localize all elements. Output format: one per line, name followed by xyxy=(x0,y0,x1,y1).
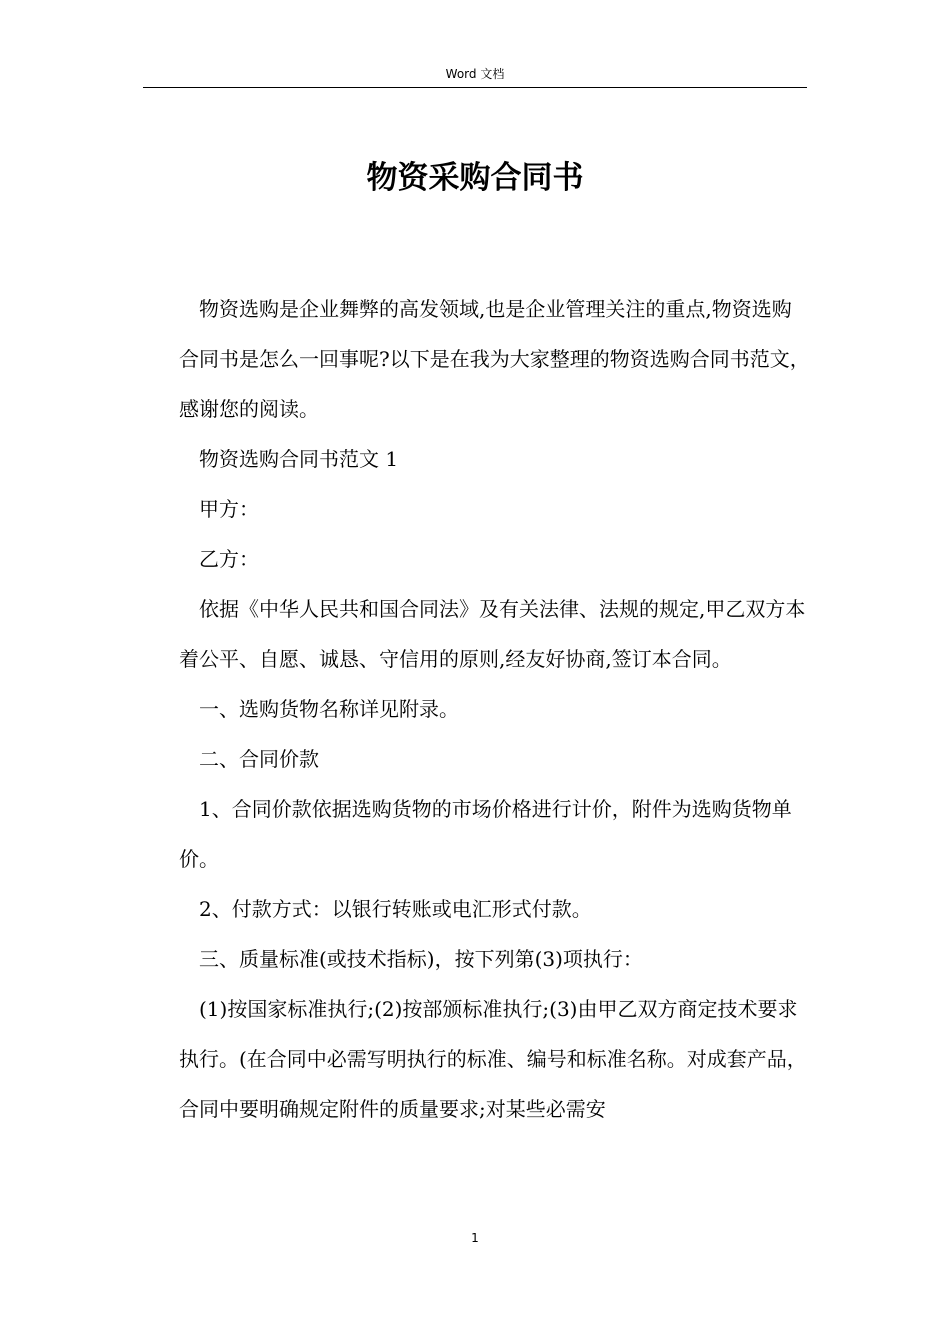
header-divider xyxy=(143,87,807,88)
document-body xyxy=(179,284,811,1134)
paragraph-clause-2-1: 1、合同价款依据选购货物的市场价格进行计价，附件为选购货物单价。 xyxy=(179,797,792,871)
page-header: Word 文档 xyxy=(445,67,505,81)
paragraph-clause-3-options: (1)按国家标准执行;(2)按部颁标准执行;(3)由甲乙双方商定技术要求执行。(在合同中必需写明执行的标准、编号和标准名称。对成套产品，合同中要明确规定附件的质量要求;对某些必需安 xyxy=(179,997,807,1121)
paragraph-party-b: 乙方： xyxy=(199,547,259,571)
paragraph-section-3: 三、质量标准(或技术指标)，按下列第(3)项执行： xyxy=(199,947,643,971)
page-number: 1 xyxy=(471,1231,479,1245)
document-title: 物资采购合同书 xyxy=(366,160,584,196)
paragraph-clause-2-2: 2、付款方式：以银行转账或电汇形式付款。 xyxy=(199,897,592,921)
paragraph-intro: 物资选购是企业舞弊的高发领域,也是企业管理关注的重点,物资选购合同书是怎么一回事呢?以下是在我为大家整理的物资选购合同书范文，感谢您的阅读。 xyxy=(179,297,810,421)
paragraph-legal-basis: 依据《中华人民共和国合同法》及有关法律、法规的规定,甲乙双方本着公平、自愿、诚恳、守信用的原则,经友好协商,签订本合同。 xyxy=(179,597,806,671)
paragraph-section-2: 二、合同价款 xyxy=(199,747,319,771)
paragraph-section-1: 一、选购货物名称详见附录。 xyxy=(199,697,459,721)
paragraph-sample-heading: 物资选购合同书范文 1 xyxy=(199,447,399,471)
paragraph-party-a: 甲方： xyxy=(199,497,259,521)
